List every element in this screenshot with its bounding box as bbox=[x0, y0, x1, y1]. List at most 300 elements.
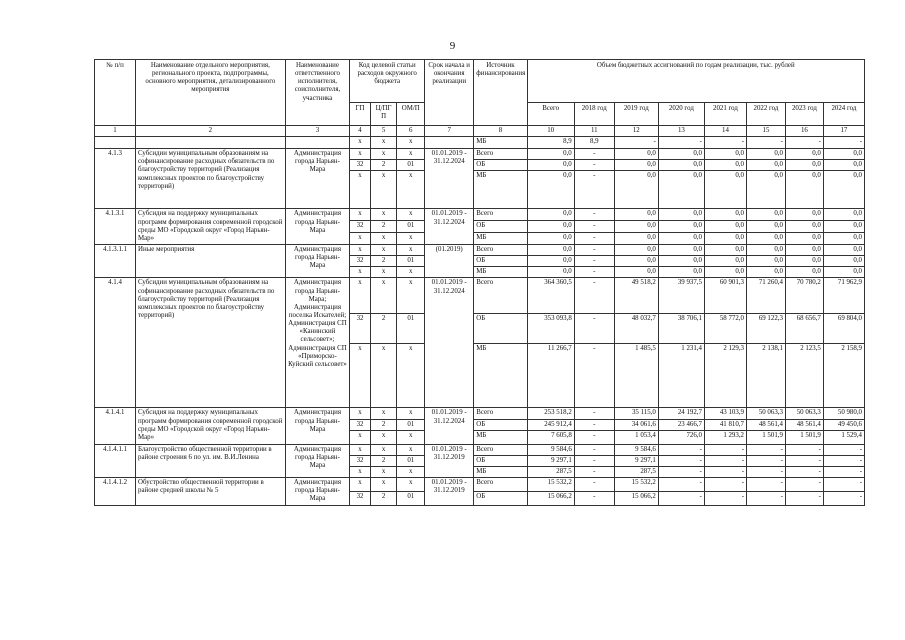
code-omp: х bbox=[397, 267, 425, 278]
amount-cell: 2 123,5 bbox=[785, 344, 823, 408]
colnum: 10 bbox=[527, 126, 574, 137]
header-num: № п/п bbox=[95, 60, 136, 126]
code-omp: 01 bbox=[397, 314, 425, 344]
amount-cell: 23 466,7 bbox=[658, 419, 704, 430]
amount-cell: 287,5 bbox=[614, 466, 658, 477]
code-gp: х bbox=[350, 171, 371, 209]
amount-cell: - bbox=[785, 478, 823, 492]
header-2018: 2018 год bbox=[574, 103, 614, 126]
row-number: 4.1.4 bbox=[95, 278, 136, 408]
header-2022: 2022 год bbox=[746, 103, 785, 126]
amount-cell: 2 138,1 bbox=[746, 344, 785, 408]
colnum: 12 bbox=[614, 126, 658, 137]
executor-name: Администрация города Нарьян-Мара bbox=[285, 408, 350, 444]
code-gp: 32 bbox=[350, 220, 371, 232]
header-name: Наименование отдельного мероприятия, регионального проекта, подпрограммы, основного мероприятия, детализированного мероприятия bbox=[136, 60, 286, 126]
code-omp: х bbox=[397, 444, 425, 455]
code-gp: 32 bbox=[350, 491, 371, 505]
amount-cell: - bbox=[574, 314, 614, 344]
measure-name: Благоустройство общественной территории в районе строения 6 по ул. им. В.И.Ленина bbox=[136, 444, 286, 477]
colnum: 17 bbox=[823, 126, 864, 137]
table-row bbox=[95, 149, 865, 160]
row-number: 4.1.3.1.1 bbox=[95, 244, 136, 277]
amount-cell: - bbox=[785, 455, 823, 466]
code-omp: х bbox=[397, 137, 425, 149]
code-omp: х bbox=[397, 149, 425, 160]
code-cip: х bbox=[370, 478, 397, 492]
executor-name: Администрация города Нарьян-Мара bbox=[285, 209, 350, 245]
amount-cell: 0,0 bbox=[746, 171, 785, 209]
amount-cell: - bbox=[823, 137, 864, 149]
code-gp: 32 bbox=[350, 256, 371, 267]
header-2019: 2019 год bbox=[614, 103, 658, 126]
header-volume: Объем бюджетных ассигнований по годам реализации, тыс. рублей bbox=[527, 60, 864, 103]
amount-cell: 0,0 bbox=[823, 220, 864, 232]
amount-cell: 0,0 bbox=[823, 149, 864, 160]
code-omp: х bbox=[397, 344, 425, 408]
amount-cell: - bbox=[785, 444, 823, 455]
amount-cell: 0,0 bbox=[614, 220, 658, 232]
code-gp: х bbox=[350, 232, 371, 244]
amount-cell: 0,0 bbox=[823, 160, 864, 171]
period: (01.2019) bbox=[425, 244, 474, 277]
amount-cell: - bbox=[574, 278, 614, 314]
funding-source: МБ bbox=[474, 344, 527, 408]
amount-cell: - bbox=[658, 444, 704, 455]
amount-cell: 7 605,8 bbox=[527, 430, 574, 444]
code-cip: 2 bbox=[370, 491, 397, 505]
amount-cell: - bbox=[704, 466, 746, 477]
header-2020: 2020 год bbox=[658, 103, 704, 126]
amount-cell: - bbox=[658, 137, 704, 149]
header-2023: 2023 год bbox=[785, 103, 823, 126]
amount-cell: 0,0 bbox=[823, 244, 864, 255]
amount-cell: 0,0 bbox=[785, 244, 823, 255]
code-omp: 01 bbox=[397, 256, 425, 267]
amount-cell: - bbox=[574, 430, 614, 444]
amount-cell: 1 501,9 bbox=[746, 430, 785, 444]
amount-cell: 0,0 bbox=[658, 220, 704, 232]
funding-source: ОБ bbox=[474, 160, 527, 171]
amount-cell: - bbox=[746, 491, 785, 505]
amount-cell: 48 561,4 bbox=[785, 419, 823, 430]
executor-name: Администрация города Нарьян-Мара bbox=[285, 149, 350, 209]
funding-source: Всего bbox=[474, 149, 527, 160]
code-gp: х bbox=[350, 149, 371, 160]
amount-cell: 0,0 bbox=[823, 171, 864, 209]
amount-cell: - bbox=[574, 419, 614, 430]
amount-cell: 0,0 bbox=[658, 149, 704, 160]
amount-cell: - bbox=[614, 137, 658, 149]
measure-name: Субсидии муниципальным образованиям на софинансирование расходных обязательств по благоустройству территорий (Реализация комплексных проектов по благоустройству территорий) bbox=[136, 149, 286, 209]
amount-cell: - bbox=[746, 444, 785, 455]
amount-cell: 0,0 bbox=[746, 209, 785, 221]
funding-source: Всего bbox=[474, 244, 527, 255]
amount-cell: 1 485,5 bbox=[614, 344, 658, 408]
code-omp: х bbox=[397, 478, 425, 492]
amount-cell: 0,0 bbox=[527, 267, 574, 278]
amount-cell: 0,0 bbox=[658, 267, 704, 278]
code-cip: 2 bbox=[370, 419, 397, 430]
code-omp: х bbox=[397, 209, 425, 221]
amount-cell: 69 804,0 bbox=[823, 314, 864, 344]
code-cip: 2 bbox=[370, 220, 397, 232]
amount-cell: - bbox=[574, 455, 614, 466]
executor-name: Администрация города Нарьян-Мара bbox=[285, 478, 350, 505]
header-row-1 bbox=[95, 60, 865, 103]
code-gp: х bbox=[350, 408, 371, 419]
period: 01.01.2019 - 31.12.2024 bbox=[425, 278, 474, 408]
column-number-row bbox=[95, 126, 865, 137]
amount-cell: 364 360,5 bbox=[527, 278, 574, 314]
code-omp: 01 bbox=[397, 220, 425, 232]
code-cip: 2 bbox=[370, 256, 397, 267]
amount-cell: 0,0 bbox=[704, 256, 746, 267]
row-number: 4.1.4.1.2 bbox=[95, 478, 136, 505]
amount-cell: 0,0 bbox=[527, 171, 574, 209]
amount-cell: 1 053,4 bbox=[614, 430, 658, 444]
amount-cell: 15 532,2 bbox=[527, 478, 574, 492]
executor-name bbox=[285, 137, 350, 149]
amount-cell: - bbox=[785, 137, 823, 149]
amount-cell: 2 158,9 bbox=[823, 344, 864, 408]
amount-cell: 60 901,3 bbox=[704, 278, 746, 314]
amount-cell: 0,0 bbox=[704, 171, 746, 209]
amount-cell: 0,0 bbox=[785, 256, 823, 267]
page-number: 9 bbox=[449, 40, 456, 52]
code-gp: 32 bbox=[350, 419, 371, 430]
header-source: Источник финансирования bbox=[474, 60, 527, 126]
code-cip: 2 bbox=[370, 455, 397, 466]
amount-cell: 1 231,4 bbox=[658, 344, 704, 408]
amount-cell: 35 115,0 bbox=[614, 408, 658, 419]
header-code: Код целевой статьи расходов окружного бюджета bbox=[350, 60, 425, 103]
table-row bbox=[95, 478, 865, 492]
funding-source: МБ bbox=[474, 466, 527, 477]
code-cip: 2 bbox=[370, 160, 397, 171]
amount-cell: - bbox=[574, 491, 614, 505]
amount-cell: 0,0 bbox=[746, 149, 785, 160]
amount-cell: 0,0 bbox=[785, 267, 823, 278]
amount-cell: 9 297,1 bbox=[614, 455, 658, 466]
amount-cell: 11 266,7 bbox=[527, 344, 574, 408]
budget-table bbox=[94, 59, 865, 506]
code-cip: х bbox=[370, 466, 397, 477]
code-omp: 01 bbox=[397, 160, 425, 171]
code-gp: 32 bbox=[350, 455, 371, 466]
amount-cell: 8,9 bbox=[574, 137, 614, 149]
amount-cell: - bbox=[658, 455, 704, 466]
amount-cell: - bbox=[823, 466, 864, 477]
amount-cell: - bbox=[574, 408, 614, 419]
amount-cell: 0,0 bbox=[785, 149, 823, 160]
amount-cell: 245 912,4 bbox=[527, 419, 574, 430]
amount-cell: - bbox=[574, 444, 614, 455]
amount-cell: 0,0 bbox=[614, 171, 658, 209]
amount-cell: 0,0 bbox=[704, 149, 746, 160]
funding-source: Всего bbox=[474, 209, 527, 221]
amount-cell: 24 192,7 bbox=[658, 408, 704, 419]
funding-source: МБ bbox=[474, 137, 527, 149]
amount-cell: 0,0 bbox=[785, 220, 823, 232]
amount-cell: 0,0 bbox=[658, 256, 704, 267]
code-cip: х bbox=[370, 149, 397, 160]
amount-cell: 0,0 bbox=[823, 209, 864, 221]
colnum: 7 bbox=[425, 126, 474, 137]
measure-name: Обустройство общественной территории в районе средней школы № 5 bbox=[136, 478, 286, 505]
code-cip: 2 bbox=[370, 314, 397, 344]
amount-cell: 2 129,3 bbox=[704, 344, 746, 408]
amount-cell: 50 980,0 bbox=[823, 408, 864, 419]
amount-cell: 0,0 bbox=[614, 232, 658, 244]
funding-source: ОБ bbox=[474, 256, 527, 267]
funding-source: ОБ bbox=[474, 491, 527, 505]
amount-cell: 0,0 bbox=[746, 160, 785, 171]
amount-cell: 0,0 bbox=[746, 244, 785, 255]
colnum: 13 bbox=[658, 126, 704, 137]
amount-cell: 41 810,7 bbox=[704, 419, 746, 430]
amount-cell: 8,9 bbox=[527, 137, 574, 149]
amount-cell: - bbox=[574, 478, 614, 492]
row-number: 4.1.3 bbox=[95, 149, 136, 209]
amount-cell: 0,0 bbox=[658, 244, 704, 255]
funding-source: Всего bbox=[474, 408, 527, 419]
code-gp: х bbox=[350, 444, 371, 455]
colnum: 1 bbox=[95, 126, 136, 137]
amount-cell: 0,0 bbox=[614, 160, 658, 171]
amount-cell: - bbox=[574, 466, 614, 477]
amount-cell: 1 501,9 bbox=[785, 430, 823, 444]
amount-cell: 0,0 bbox=[614, 267, 658, 278]
amount-cell: 287,5 bbox=[527, 466, 574, 477]
code-cip: х bbox=[370, 278, 397, 314]
amount-cell: 0,0 bbox=[527, 160, 574, 171]
colnum: 11 bbox=[574, 126, 614, 137]
amount-cell: - bbox=[704, 491, 746, 505]
amount-cell: - bbox=[574, 232, 614, 244]
period: 01.01.2019 - 31.12.2019 bbox=[425, 478, 474, 505]
amount-cell: - bbox=[574, 171, 614, 209]
amount-cell: - bbox=[785, 466, 823, 477]
amount-cell: 48 032,7 bbox=[614, 314, 658, 344]
table-row bbox=[95, 209, 865, 221]
row-number: 4.1.4.1 bbox=[95, 408, 136, 444]
amount-cell: 68 656,7 bbox=[785, 314, 823, 344]
amount-cell: 15 532,2 bbox=[614, 478, 658, 492]
funding-source: МБ bbox=[474, 171, 527, 209]
amount-cell: 50 063,3 bbox=[785, 408, 823, 419]
funding-source: МБ bbox=[474, 232, 527, 244]
amount-cell: 253 518,2 bbox=[527, 408, 574, 419]
amount-cell: - bbox=[704, 478, 746, 492]
amount-cell: 49 450,6 bbox=[823, 419, 864, 430]
code-gp: х bbox=[350, 278, 371, 314]
period: 01.01.2019 - 31.12.2019 bbox=[425, 444, 474, 477]
amount-cell: 0,0 bbox=[527, 244, 574, 255]
amount-cell: 50 063,3 bbox=[746, 408, 785, 419]
measure-name: Субсидия на поддержку муниципальных программ формирования современной городской среды МО «Городской округ «Город Нарьян-Мар» bbox=[136, 408, 286, 444]
colnum: 6 bbox=[397, 126, 425, 137]
code-omp: х bbox=[397, 278, 425, 314]
amount-cell: - bbox=[704, 444, 746, 455]
table-row bbox=[95, 278, 865, 314]
amount-cell: 38 706,1 bbox=[658, 314, 704, 344]
executor-name: Администрация города Нарьян-Мара; Администрация поселка Искателей; Администрация СП «Канинский сельсовет»; Администрация СП «Приморско-Куйский сельсовет» bbox=[285, 278, 350, 408]
colnum: 14 bbox=[704, 126, 746, 137]
amount-cell: - bbox=[823, 444, 864, 455]
amount-cell: 0,0 bbox=[527, 209, 574, 221]
funding-source: Всего bbox=[474, 278, 527, 314]
amount-cell: 0,0 bbox=[704, 244, 746, 255]
amount-cell: 0,0 bbox=[785, 209, 823, 221]
amount-cell: 0,0 bbox=[704, 160, 746, 171]
code-cip: х bbox=[370, 344, 397, 408]
amount-cell: - bbox=[746, 137, 785, 149]
funding-source: ОБ bbox=[474, 314, 527, 344]
executor-name: Администрация города Нарьян-Мара bbox=[285, 244, 350, 277]
colnum: 16 bbox=[785, 126, 823, 137]
code-gp: х bbox=[350, 267, 371, 278]
code-omp: 01 bbox=[397, 491, 425, 505]
row-number bbox=[95, 137, 136, 149]
header-executor: Наименование ответственного исполнителя, соисполнителя, участника bbox=[285, 60, 350, 126]
header-period: Срок начала и окончания реализации bbox=[425, 60, 474, 126]
code-cip: х bbox=[370, 430, 397, 444]
amount-cell: 0,0 bbox=[658, 171, 704, 209]
amount-cell: 0,0 bbox=[527, 220, 574, 232]
amount-cell: 0,0 bbox=[746, 220, 785, 232]
header-code-omp: ОМ/П bbox=[397, 103, 425, 126]
measure-name bbox=[136, 137, 286, 149]
amount-cell: 69 122,3 bbox=[746, 314, 785, 344]
colnum: 8 bbox=[474, 126, 527, 137]
amount-cell: - bbox=[574, 344, 614, 408]
amount-cell: 0,0 bbox=[527, 232, 574, 244]
amount-cell: 0,0 bbox=[785, 232, 823, 244]
header-code-cip: Ц/ПГ П bbox=[370, 103, 397, 126]
amount-cell: 0,0 bbox=[704, 232, 746, 244]
amount-cell: 1 293,2 bbox=[704, 430, 746, 444]
code-cip: х bbox=[370, 209, 397, 221]
measure-name: Иные мероприятия bbox=[136, 244, 286, 277]
funding-source: ОБ bbox=[474, 220, 527, 232]
amount-cell: 9 584,6 bbox=[614, 444, 658, 455]
amount-cell: 0,0 bbox=[704, 220, 746, 232]
amount-cell: 0,0 bbox=[614, 149, 658, 160]
amount-cell: - bbox=[785, 491, 823, 505]
amount-cell: 0,0 bbox=[658, 232, 704, 244]
measure-name: Субсидия на поддержку муниципальных программ формирования современной городской среды МО «Городской округ «Город Нарьян-Мар» bbox=[136, 209, 286, 245]
header-2021: 2021 год bbox=[704, 103, 746, 126]
period: 01.01.2019 - 31.12.2024 bbox=[425, 149, 474, 209]
code-omp: х bbox=[397, 171, 425, 209]
amount-cell: - bbox=[746, 455, 785, 466]
row-number: 4.1.4.1.1 bbox=[95, 444, 136, 477]
amount-cell: 71 260,4 bbox=[746, 278, 785, 314]
amount-cell: - bbox=[574, 209, 614, 221]
amount-cell: 39 937,5 bbox=[658, 278, 704, 314]
amount-cell: 34 061,6 bbox=[614, 419, 658, 430]
amount-cell: 9 297,1 bbox=[527, 455, 574, 466]
funding-source: ОБ bbox=[474, 419, 527, 430]
header-2024: 2024 год bbox=[823, 103, 864, 126]
amount-cell: - bbox=[574, 256, 614, 267]
table-row bbox=[95, 137, 865, 149]
amount-cell: 353 093,8 bbox=[527, 314, 574, 344]
colnum: 2 bbox=[136, 126, 286, 137]
code-gp: х bbox=[350, 137, 371, 149]
amount-cell: 49 518,2 bbox=[614, 278, 658, 314]
colnum: 15 bbox=[746, 126, 785, 137]
amount-cell: 15 066,2 bbox=[527, 491, 574, 505]
row-number: 4.1.3.1 bbox=[95, 209, 136, 245]
amount-cell: - bbox=[658, 478, 704, 492]
code-omp: 01 bbox=[397, 419, 425, 430]
colnum: 5 bbox=[370, 126, 397, 137]
amount-cell: - bbox=[574, 220, 614, 232]
amount-cell: 71 962,9 bbox=[823, 278, 864, 314]
measure-name: Субсидии муниципальным образованиям на софинансирование расходных обязательств по благоустройству территорий (Реализация комплексных проектов по благоустройству территорий) bbox=[136, 278, 286, 408]
amount-cell: 726,0 bbox=[658, 430, 704, 444]
colnum: 4 bbox=[350, 126, 371, 137]
code-omp: х bbox=[397, 466, 425, 477]
amount-cell: 0,0 bbox=[823, 256, 864, 267]
amount-cell: - bbox=[574, 244, 614, 255]
period: 01.01.2019 - 31.12.2024 bbox=[425, 408, 474, 444]
amount-cell: 0,0 bbox=[746, 267, 785, 278]
table-row bbox=[95, 408, 865, 419]
amount-cell: - bbox=[704, 137, 746, 149]
code-cip: х bbox=[370, 137, 397, 149]
code-gp: х bbox=[350, 478, 371, 492]
code-cip: х bbox=[370, 232, 397, 244]
code-gp: х bbox=[350, 244, 371, 255]
header-total: Всего bbox=[527, 103, 574, 126]
amount-cell: 0,0 bbox=[746, 232, 785, 244]
amount-cell: - bbox=[658, 491, 704, 505]
code-gp: х bbox=[350, 344, 371, 408]
amount-cell: 48 561,4 bbox=[746, 419, 785, 430]
amount-cell: - bbox=[823, 491, 864, 505]
code-cip: х bbox=[370, 267, 397, 278]
amount-cell: 0,0 bbox=[785, 160, 823, 171]
code-gp: 32 bbox=[350, 314, 371, 344]
amount-cell: - bbox=[746, 466, 785, 477]
code-omp: х bbox=[397, 408, 425, 419]
code-gp: х bbox=[350, 430, 371, 444]
amount-cell: - bbox=[574, 267, 614, 278]
amount-cell: - bbox=[746, 478, 785, 492]
code-omp: х bbox=[397, 232, 425, 244]
amount-cell: - bbox=[658, 466, 704, 477]
amount-cell: 0,0 bbox=[527, 256, 574, 267]
amount-cell: - bbox=[823, 478, 864, 492]
funding-source: Всего bbox=[474, 444, 527, 455]
executor-name: Администрация города Нарьян-Мара bbox=[285, 444, 350, 477]
table-body bbox=[95, 137, 865, 505]
amount-cell: 0,0 bbox=[658, 160, 704, 171]
code-cip: х bbox=[370, 408, 397, 419]
funding-source: Всего bbox=[474, 478, 527, 492]
amount-cell: 0,0 bbox=[823, 232, 864, 244]
amount-cell: 1 529,4 bbox=[823, 430, 864, 444]
amount-cell: - bbox=[574, 160, 614, 171]
amount-cell: 0,0 bbox=[704, 267, 746, 278]
amount-cell: 0,0 bbox=[658, 209, 704, 221]
table-row bbox=[95, 444, 865, 455]
code-cip: х bbox=[370, 444, 397, 455]
amount-cell: 15 066,2 bbox=[614, 491, 658, 505]
